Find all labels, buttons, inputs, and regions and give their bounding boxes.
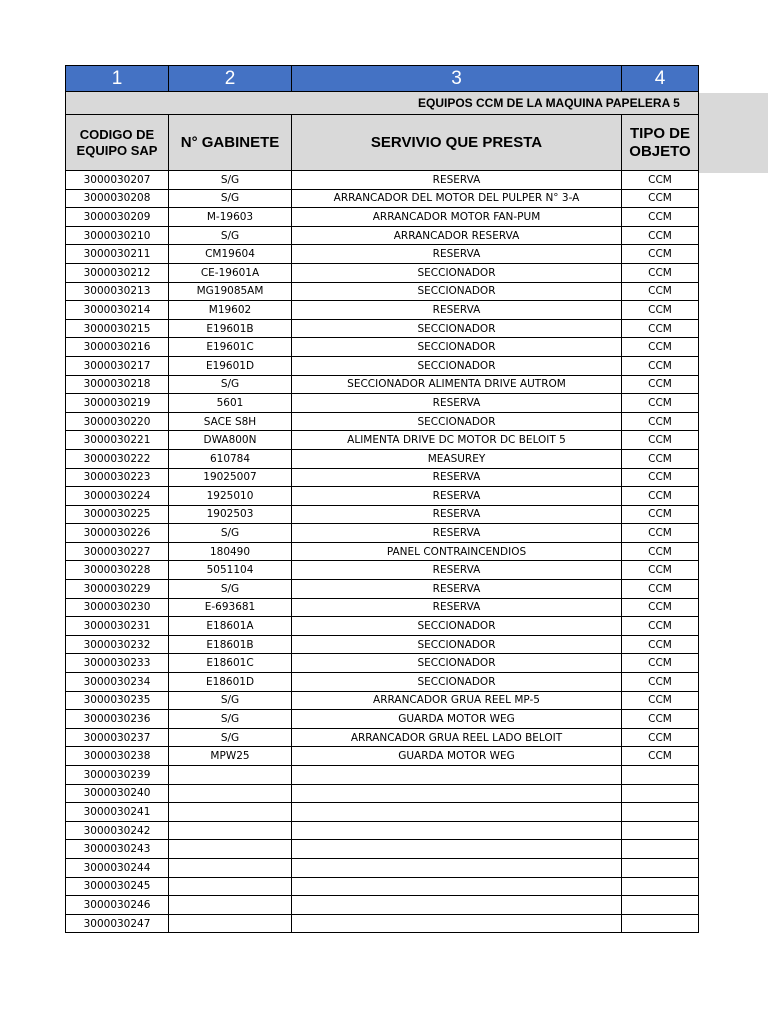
cell-servicio[interactable]: ALIMENTA DRIVE DC MOTOR DC BELOIT 5 — [292, 431, 622, 450]
cell-gabinete[interactable]: E19601C — [169, 338, 292, 357]
cell-codigo[interactable]: 3000030243 — [66, 840, 169, 859]
sheet-title: EQUIPOS CCM DE LA MAQUINA PAPELERA 5 — [418, 96, 680, 110]
cell-gabinete[interactable]: CE-19601A — [169, 263, 292, 282]
cell-codigo[interactable]: 3000030217 — [66, 356, 169, 375]
cell-servicio[interactable]: RESERVA — [292, 245, 622, 264]
cell-gabinete[interactable]: DWA800N — [169, 431, 292, 450]
cell-codigo[interactable]: 3000030208 — [66, 189, 169, 208]
table-row — [66, 728, 699, 747]
cell-servicio[interactable]: SECCIONADOR — [292, 635, 622, 654]
table-row — [66, 208, 699, 227]
table-row — [66, 766, 699, 785]
cell-tipo[interactable] — [622, 840, 699, 859]
cell-codigo[interactable]: 3000030229 — [66, 580, 169, 599]
cell-codigo[interactable]: 3000030219 — [66, 394, 169, 413]
table-row — [66, 561, 699, 580]
cell-gabinete[interactable]: E18601A — [169, 617, 292, 636]
cell-tipo[interactable]: CCM — [622, 301, 699, 320]
header-tipo[interactable]: TIPO DE OBJETO — [622, 115, 699, 171]
cell-servicio[interactable]: SECCIONADOR — [292, 654, 622, 673]
cell-codigo[interactable]: 3000030231 — [66, 617, 169, 636]
cell-codigo[interactable]: 3000030216 — [66, 338, 169, 357]
cell-gabinete[interactable]: E19601B — [169, 319, 292, 338]
cell-gabinete[interactable] — [169, 896, 292, 915]
cell-servicio[interactable]: SECCIONADOR ALIMENTA DRIVE AUTROM — [292, 375, 622, 394]
cell-servicio[interactable] — [292, 821, 622, 840]
table-row — [66, 412, 699, 431]
cell-codigo[interactable]: 3000030235 — [66, 691, 169, 710]
cell-tipo[interactable]: CCM — [622, 561, 699, 580]
cell-gabinete[interactable]: S/G — [169, 580, 292, 599]
cell-servicio[interactable] — [292, 877, 622, 896]
cell-tipo[interactable]: CCM — [622, 319, 699, 338]
cell-gabinete[interactable] — [169, 914, 292, 933]
table-row — [66, 226, 699, 245]
cell-gabinete[interactable]: E19601D — [169, 356, 292, 375]
cell-tipo[interactable]: CCM — [622, 580, 699, 599]
cell-tipo[interactable]: CCM — [622, 338, 699, 357]
cell-servicio[interactable]: MEASUREY — [292, 449, 622, 468]
cell-codigo[interactable]: 3000030212 — [66, 263, 169, 282]
table-row — [66, 858, 699, 877]
header-gabinete[interactable]: N° GABINETE — [169, 115, 292, 171]
cell-tipo[interactable] — [622, 858, 699, 877]
cell-tipo[interactable] — [622, 784, 699, 803]
table-row — [66, 710, 699, 729]
cell-codigo[interactable]: 3000030207 — [66, 171, 169, 190]
table-row — [66, 542, 699, 561]
cell-servicio[interactable]: PANEL CONTRAINCENDIOS — [292, 542, 622, 561]
cell-gabinete[interactable]: 1902503 — [169, 505, 292, 524]
cell-gabinete[interactable] — [169, 858, 292, 877]
header-servicio[interactable]: SERVIVIO QUE PRESTA — [292, 115, 622, 171]
cell-gabinete[interactable]: 5051104 — [169, 561, 292, 580]
cell-tipo[interactable]: CCM — [622, 728, 699, 747]
table-row — [66, 245, 699, 264]
cell-servicio[interactable]: ARRANCADOR DEL MOTOR DEL PULPER N° 3-A — [292, 189, 622, 208]
cell-tipo[interactable]: CCM — [622, 412, 699, 431]
cell-codigo[interactable]: 3000030238 — [66, 747, 169, 766]
cell-codigo[interactable]: 3000030226 — [66, 524, 169, 543]
cell-gabinete[interactable]: 5601 — [169, 394, 292, 413]
cell-tipo[interactable]: CCM — [622, 617, 699, 636]
cell-gabinete[interactable]: M19602 — [169, 301, 292, 320]
cell-gabinete[interactable] — [169, 821, 292, 840]
cell-codigo[interactable]: 3000030234 — [66, 673, 169, 692]
cell-codigo[interactable]: 3000030211 — [66, 245, 169, 264]
cell-tipo[interactable]: CCM — [622, 449, 699, 468]
table-row — [66, 635, 699, 654]
table-row — [66, 598, 699, 617]
cell-codigo[interactable]: 3000030218 — [66, 375, 169, 394]
cell-servicio[interactable]: RESERVA — [292, 561, 622, 580]
cell-tipo[interactable] — [622, 766, 699, 785]
cell-tipo[interactable] — [622, 877, 699, 896]
cell-codigo[interactable]: 3000030223 — [66, 468, 169, 487]
sheet-title-cell[interactable] — [66, 92, 699, 115]
cell-tipo[interactable]: CCM — [622, 505, 699, 524]
cell-codigo[interactable]: 3000030210 — [66, 226, 169, 245]
column-number-3[interactable]: 3 — [292, 66, 622, 92]
cell-codigo[interactable]: 3000030240 — [66, 784, 169, 803]
table-row — [66, 431, 699, 450]
cell-servicio[interactable]: RESERVA — [292, 171, 622, 190]
table-row — [66, 394, 699, 413]
cell-servicio[interactable]: ARRANCADOR GRUA REEL MP-5 — [292, 691, 622, 710]
cell-servicio[interactable] — [292, 784, 622, 803]
cell-servicio[interactable]: RESERVA — [292, 394, 622, 413]
cell-codigo[interactable]: 3000030221 — [66, 431, 169, 450]
table-body — [66, 66, 699, 933]
cell-tipo[interactable]: CCM — [622, 356, 699, 375]
table-row — [66, 673, 699, 692]
table-row — [66, 821, 699, 840]
cell-codigo[interactable]: 3000030230 — [66, 598, 169, 617]
cell-codigo[interactable]: 3000030227 — [66, 542, 169, 561]
cell-tipo[interactable]: CCM — [622, 375, 699, 394]
cell-servicio[interactable]: SECCIONADOR — [292, 319, 622, 338]
cell-tipo[interactable]: CCM — [622, 710, 699, 729]
cell-gabinete[interactable]: E-693681 — [169, 598, 292, 617]
cell-gabinete[interactable]: E18601D — [169, 673, 292, 692]
cell-tipo[interactable] — [622, 896, 699, 915]
cell-tipo[interactable]: CCM — [622, 245, 699, 264]
cell-gabinete[interactable] — [169, 877, 292, 896]
cell-servicio[interactable] — [292, 914, 622, 933]
column-number-2[interactable]: 2 — [169, 66, 292, 92]
table-row — [66, 784, 699, 803]
column-number-row — [66, 66, 699, 92]
table-row — [66, 189, 699, 208]
cell-servicio[interactable]: ARRANCADOR GRUA REEL LADO BELOIT — [292, 728, 622, 747]
cell-servicio[interactable]: ARRANCADOR RESERVA — [292, 226, 622, 245]
table-row — [66, 356, 699, 375]
cell-gabinete[interactable]: 610784 — [169, 449, 292, 468]
cell-servicio[interactable]: RESERVA — [292, 580, 622, 599]
cell-gabinete[interactable] — [169, 784, 292, 803]
cell-gabinete[interactable]: S/G — [169, 728, 292, 747]
cell-codigo[interactable]: 3000030233 — [66, 654, 169, 673]
title-row — [66, 92, 699, 115]
cell-tipo[interactable] — [622, 914, 699, 933]
cell-tipo[interactable]: CCM — [622, 431, 699, 450]
cell-codigo[interactable]: 3000030225 — [66, 505, 169, 524]
cell-gabinete[interactable] — [169, 840, 292, 859]
cell-servicio[interactable]: SECCIONADOR — [292, 263, 622, 282]
cell-servicio[interactable]: RESERVA — [292, 505, 622, 524]
cell-codigo[interactable]: 3000030213 — [66, 282, 169, 301]
cell-tipo[interactable]: CCM — [622, 189, 699, 208]
cell-tipo[interactable]: CCM — [622, 263, 699, 282]
table-row — [66, 747, 699, 766]
cell-gabinete[interactable]: S/G — [169, 710, 292, 729]
cell-codigo[interactable]: 3000030247 — [66, 914, 169, 933]
table-row — [66, 263, 699, 282]
table-row — [66, 580, 699, 599]
cell-servicio[interactable] — [292, 840, 622, 859]
cell-codigo[interactable]: 3000030209 — [66, 208, 169, 227]
cell-tipo[interactable]: CCM — [622, 208, 699, 227]
cell-servicio[interactable]: RESERVA — [292, 487, 622, 506]
cell-tipo[interactable]: CCM — [622, 487, 699, 506]
table-row — [66, 691, 699, 710]
cell-gabinete[interactable]: S/G — [169, 524, 292, 543]
cell-codigo[interactable]: 3000030220 — [66, 412, 169, 431]
cell-codigo[interactable]: 3000030239 — [66, 766, 169, 785]
cell-servicio[interactable]: GUARDA MOTOR WEG — [292, 747, 622, 766]
cell-tipo[interactable] — [622, 803, 699, 822]
cell-gabinete[interactable]: MPW25 — [169, 747, 292, 766]
header-row — [66, 115, 699, 171]
cell-gabinete[interactable]: SACE S8H — [169, 412, 292, 431]
cell-codigo[interactable]: 3000030232 — [66, 635, 169, 654]
cell-tipo[interactable] — [622, 821, 699, 840]
cell-codigo[interactable]: 3000030222 — [66, 449, 169, 468]
cell-servicio[interactable]: GUARDA MOTOR WEG — [292, 710, 622, 729]
table-row — [66, 505, 699, 524]
cell-servicio[interactable]: SECCIONADOR — [292, 412, 622, 431]
cell-gabinete[interactable]: E18601C — [169, 654, 292, 673]
cell-servicio[interactable]: RESERVA — [292, 301, 622, 320]
cell-codigo[interactable]: 3000030215 — [66, 319, 169, 338]
cell-gabinete[interactable]: E18601B — [169, 635, 292, 654]
table-row — [66, 375, 699, 394]
cell-servicio[interactable]: ARRANCADOR MOTOR FAN-PUM — [292, 208, 622, 227]
table-row — [66, 449, 699, 468]
table-row — [66, 171, 699, 190]
cell-gabinete[interactable]: CM19604 — [169, 245, 292, 264]
cell-gabinete[interactable]: 19025007 — [169, 468, 292, 487]
cell-servicio[interactable]: RESERVA — [292, 598, 622, 617]
cell-servicio[interactable]: SECCIONADOR — [292, 338, 622, 357]
cell-servicio[interactable]: SECCIONADOR — [292, 356, 622, 375]
cell-tipo[interactable]: CCM — [622, 691, 699, 710]
cell-codigo[interactable]: 3000030237 — [66, 728, 169, 747]
cell-tipo[interactable]: CCM — [622, 673, 699, 692]
table-row — [66, 319, 699, 338]
cell-gabinete[interactable]: 1925010 — [169, 487, 292, 506]
table-row — [66, 840, 699, 859]
cell-servicio[interactable] — [292, 803, 622, 822]
cell-servicio[interactable] — [292, 766, 622, 785]
cell-tipo[interactable]: CCM — [622, 747, 699, 766]
cell-tipo[interactable]: CCM — [622, 282, 699, 301]
cell-servicio[interactable]: RESERVA — [292, 524, 622, 543]
cell-servicio[interactable]: SECCIONADOR — [292, 282, 622, 301]
cell-tipo[interactable]: CCM — [622, 226, 699, 245]
table-row — [66, 282, 699, 301]
adjacent-gray-cells — [698, 93, 768, 173]
cell-codigo[interactable]: 3000030224 — [66, 487, 169, 506]
cell-codigo[interactable]: 3000030236 — [66, 710, 169, 729]
cell-tipo[interactable]: CCM — [622, 468, 699, 487]
cell-gabinete[interactable]: S/G — [169, 375, 292, 394]
table-row — [66, 803, 699, 822]
table-row — [66, 877, 699, 896]
table-row — [66, 338, 699, 357]
cell-codigo[interactable]: 3000030228 — [66, 561, 169, 580]
cell-servicio[interactable] — [292, 896, 622, 915]
cell-gabinete[interactable]: MG19085AM — [169, 282, 292, 301]
cell-codigo[interactable]: 3000030214 — [66, 301, 169, 320]
table-row — [66, 468, 699, 487]
table-row — [66, 301, 699, 320]
cell-servicio[interactable] — [292, 858, 622, 877]
cell-tipo[interactable]: CCM — [622, 598, 699, 617]
cell-gabinete[interactable]: S/G — [169, 189, 292, 208]
header-codigo[interactable]: CODIGO DE EQUIPO SAP — [66, 115, 169, 171]
cell-gabinete[interactable]: S/G — [169, 171, 292, 190]
cell-tipo[interactable]: CCM — [622, 654, 699, 673]
table-row — [66, 617, 699, 636]
cell-gabinete[interactable] — [169, 803, 292, 822]
table-row — [66, 654, 699, 673]
table-row — [66, 524, 699, 543]
cell-gabinete[interactable]: 180490 — [169, 542, 292, 561]
cell-gabinete[interactable]: S/G — [169, 691, 292, 710]
cell-servicio[interactable]: RESERVA — [292, 468, 622, 487]
table-row — [66, 487, 699, 506]
cell-codigo[interactable]: 3000030245 — [66, 877, 169, 896]
cell-codigo[interactable]: 3000030246 — [66, 896, 169, 915]
cell-tipo[interactable]: CCM — [622, 394, 699, 413]
table-row — [66, 896, 699, 915]
table-row — [66, 914, 699, 933]
column-number-1[interactable]: 1 — [66, 66, 169, 92]
cell-servicio[interactable]: SECCIONADOR — [292, 673, 622, 692]
cell-gabinete[interactable]: S/G — [169, 226, 292, 245]
cell-servicio[interactable]: SECCIONADOR — [292, 617, 622, 636]
cell-tipo[interactable]: CCM — [622, 524, 699, 543]
cell-tipo[interactable]: CCM — [622, 635, 699, 654]
cell-codigo[interactable]: 3000030241 — [66, 803, 169, 822]
cell-tipo[interactable]: CCM — [622, 542, 699, 561]
cell-codigo[interactable]: 3000030244 — [66, 858, 169, 877]
cell-gabinete[interactable] — [169, 766, 292, 785]
equipment-table — [65, 65, 699, 933]
column-number-4[interactable]: 4 — [622, 66, 699, 92]
cell-tipo[interactable]: CCM — [622, 171, 699, 190]
cell-gabinete[interactable]: M-19603 — [169, 208, 292, 227]
cell-codigo[interactable]: 3000030242 — [66, 821, 169, 840]
